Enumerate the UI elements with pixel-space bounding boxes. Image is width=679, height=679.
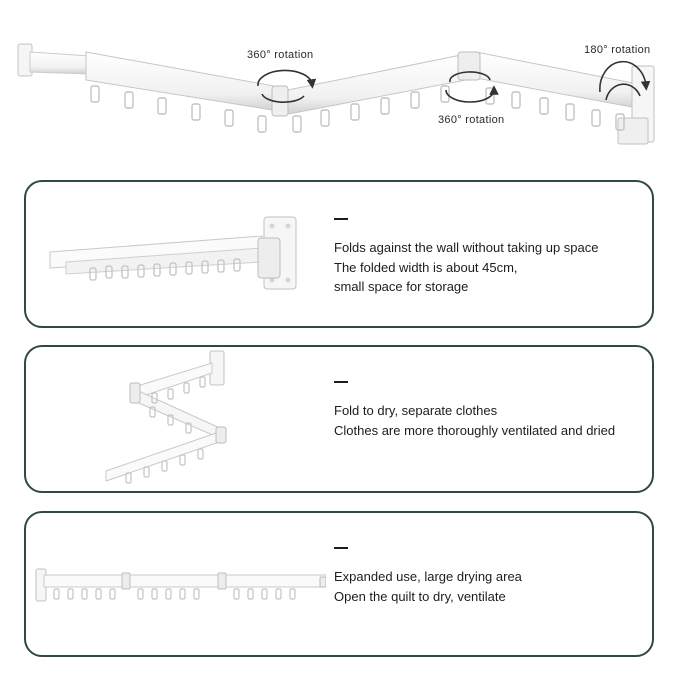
- zigzag-folded-drawing: [26, 347, 326, 493]
- feature-line: Expanded use, large drying area: [334, 569, 522, 584]
- feature-line: Folds against the wall without taking up space: [334, 240, 599, 255]
- folded-rack-drawing: [26, 182, 326, 328]
- feature-text-zigzag: [334, 381, 615, 440]
- dash-marker: [334, 381, 348, 383]
- rack-segment-1: [86, 52, 285, 112]
- feature-text-expanded: [334, 547, 522, 606]
- feature-line: Open the quilt to dry, ventilate: [334, 588, 506, 604]
- feature-card-expanded: [24, 511, 654, 657]
- feature-line: Fold to dry, separate clothes: [334, 403, 498, 418]
- feature-line: The folded width is about 45cm,: [334, 259, 518, 275]
- hinge-joint-2: [458, 52, 480, 80]
- expanded-rack-drawing: [26, 513, 326, 657]
- rack-segment-3: [476, 52, 648, 110]
- hero-illustration: [0, 0, 679, 170]
- feature-line: small space for storage: [334, 279, 469, 294]
- rotation-label-right: 180° rotation: [584, 44, 651, 56]
- dash-marker: [334, 547, 348, 549]
- feature-line: Clothes are more thoroughly ventilated and dried: [334, 422, 616, 438]
- rotation-label-middle: 360° rotation: [438, 114, 505, 126]
- zigzag-rack-drawing: [0, 0, 679, 170]
- feature-card-folded: [24, 180, 654, 328]
- feature-card-zigzag: [24, 345, 654, 493]
- rack-segment-2: [278, 54, 466, 116]
- feature-text-folded: [334, 218, 599, 297]
- hooks-expanded: [54, 589, 295, 599]
- rotation-label-left: 360° rotation: [247, 49, 314, 61]
- dash-marker: [334, 218, 348, 220]
